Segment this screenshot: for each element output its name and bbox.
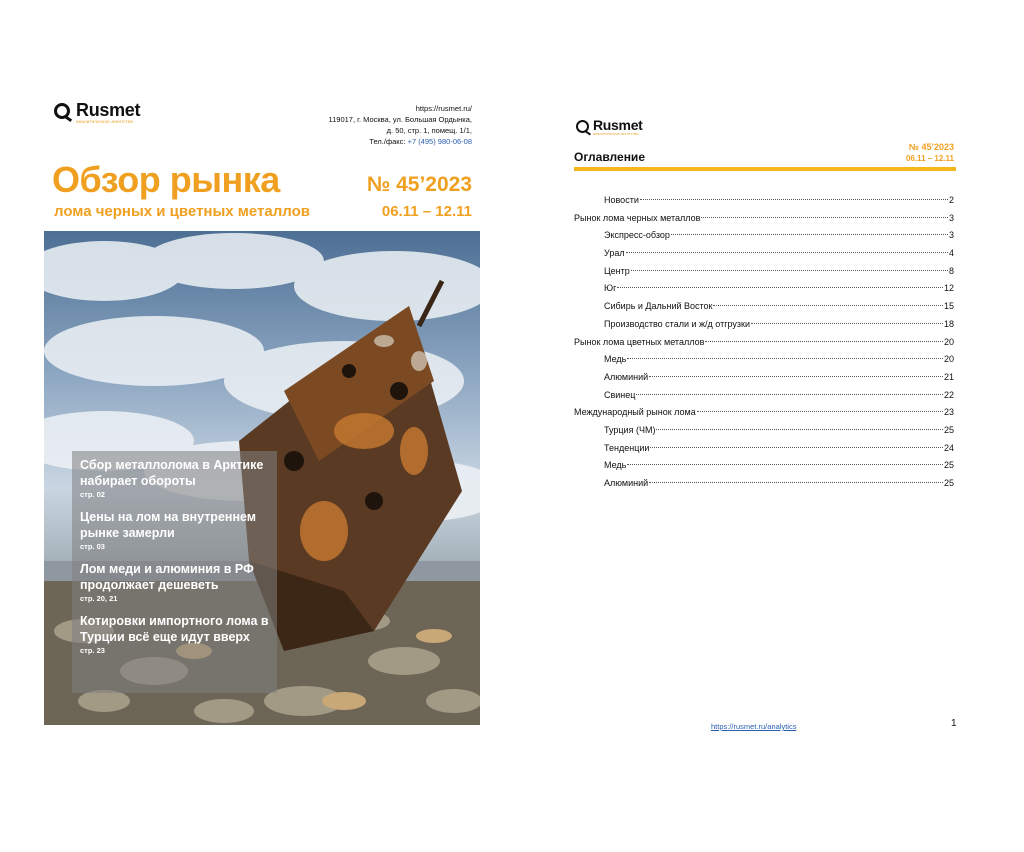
toc-list	[574, 192, 954, 493]
toc-label: Производство стали и ж/д отгрузки	[604, 318, 750, 329]
toc-label: Урал	[604, 248, 625, 259]
toc-page: 20	[943, 336, 954, 347]
toc-label: Алюминий	[604, 478, 649, 488]
toc-item[interactable]	[574, 227, 954, 245]
issue-number: № 45’2023	[366, 173, 472, 196]
logo-name: Rusmet	[593, 117, 643, 133]
toc-item[interactable]	[574, 457, 954, 475]
headline-page: стр. 03	[80, 542, 105, 551]
logo-name: Rusmet	[76, 100, 141, 120]
toc-item[interactable]	[574, 422, 954, 440]
toc-label: Центр	[604, 265, 630, 276]
headline-title: Сбор металлолома в Арктике набирает обороты	[80, 458, 264, 488]
rusmet-logo-icon	[576, 120, 589, 133]
toc-page: 21	[943, 371, 954, 382]
toc-label: Турция (ЧМ)	[604, 424, 656, 435]
cover-page	[44, 95, 480, 725]
toc-item[interactable]	[574, 369, 954, 387]
cover-photo-rusty-ship	[44, 231, 480, 725]
toc-item[interactable]	[574, 298, 954, 316]
toc-page: 2	[948, 195, 954, 205]
issue-dates: 06.11 – 12.11	[381, 203, 472, 220]
analytics-link[interactable]: https://rusmet.ru/analytics	[711, 722, 797, 731]
cover-title: Обзор рынка	[52, 159, 280, 200]
toc-label: Тенденции	[604, 442, 650, 453]
heading-divider	[574, 167, 956, 171]
toc-label: Юг	[604, 283, 617, 294]
toc-item[interactable]	[574, 387, 954, 405]
toc-item[interactable]	[574, 404, 954, 422]
headline-page: стр. 02	[80, 490, 105, 499]
issue-number: № 45’2023	[908, 142, 954, 152]
phone-label: Тел./факс:	[369, 137, 406, 146]
logo-tagline: аналитическое агентство	[76, 119, 134, 124]
toc-label: Рынок лома цветных металлов	[574, 336, 705, 347]
toc-page: 25	[943, 478, 954, 488]
toc-item[interactable]	[574, 192, 954, 210]
toc-page: 25	[943, 424, 954, 435]
rusmet-logo	[576, 118, 643, 137]
toc-item[interactable]	[574, 263, 954, 281]
toc-page: 4	[948, 248, 954, 259]
cover-headlines	[72, 451, 277, 693]
headline-title: Лом меди и алюминия в РФ продолжает дешеветь	[80, 562, 254, 592]
toc-item[interactable]	[574, 210, 954, 228]
toc-page: 18	[943, 318, 954, 329]
headline-title: Котировки импортного лома в Турции всё еще идут вверх	[80, 614, 269, 644]
toc-label: Алюминий	[604, 371, 649, 382]
toc-label: Медь	[604, 354, 627, 365]
contacts-block	[252, 103, 472, 147]
contacts-address-2: д. 50, стр. 1, помещ. 1/1,	[386, 126, 472, 135]
toc-page: 3	[948, 212, 954, 223]
toc-label: Рынок лома черных металлов	[574, 212, 701, 223]
toc-page: 24	[943, 442, 954, 453]
headline-item[interactable]	[80, 613, 269, 655]
issue-dates: 06.11 – 12.11	[905, 154, 954, 163]
headline-page: стр. 20, 21	[80, 594, 118, 603]
toc-page: 8	[948, 265, 954, 276]
rusmet-logo	[54, 101, 140, 124]
toc-item[interactable]	[574, 334, 954, 352]
contacts-url[interactable]: https://rusmet.ru/	[415, 104, 472, 113]
headline-page: стр. 23	[80, 646, 105, 655]
toc-item[interactable]	[574, 475, 954, 493]
toc-page: 12	[943, 283, 954, 294]
phone-number[interactable]: +7 (495) 980-06-08	[407, 137, 472, 146]
toc-label: Сибирь и Дальний Восток	[604, 301, 713, 312]
toc-item[interactable]	[574, 245, 954, 263]
toc-item[interactable]	[574, 351, 954, 369]
toc-item[interactable]	[574, 440, 954, 458]
headline-item[interactable]	[80, 561, 269, 603]
toc-item[interactable]	[574, 280, 954, 298]
toc-label: Свинец	[604, 389, 636, 400]
toc-label: Международный рынок лома	[574, 407, 696, 418]
logo-tagline: аналитическое агентство	[593, 132, 639, 136]
cover-subtitle: лома черных и цветных металлов	[54, 203, 310, 220]
toc-page: 3	[948, 230, 954, 241]
page-number: 1	[951, 718, 957, 729]
contacts-address-1: 119017, г. Москва, ул. Большая Ордынка,	[328, 115, 472, 124]
toc-label: Экспресс-обзор	[604, 230, 670, 241]
toc-label: Новости	[604, 195, 639, 205]
contents-heading: Оглавление	[574, 150, 645, 164]
headline-title: Цены на лом на внутреннем рынке замерли	[80, 510, 257, 540]
rusmet-logo-icon	[54, 103, 70, 119]
toc-label: Медь	[604, 460, 627, 471]
toc-page: 23	[943, 407, 954, 418]
toc-page: 20	[943, 354, 954, 365]
headline-item[interactable]	[80, 457, 269, 499]
toc-page: 15	[943, 301, 954, 312]
toc-item[interactable]	[574, 316, 954, 334]
headline-item[interactable]	[80, 509, 269, 551]
toc-page: 25	[943, 460, 954, 471]
toc-page: 22	[943, 389, 954, 400]
